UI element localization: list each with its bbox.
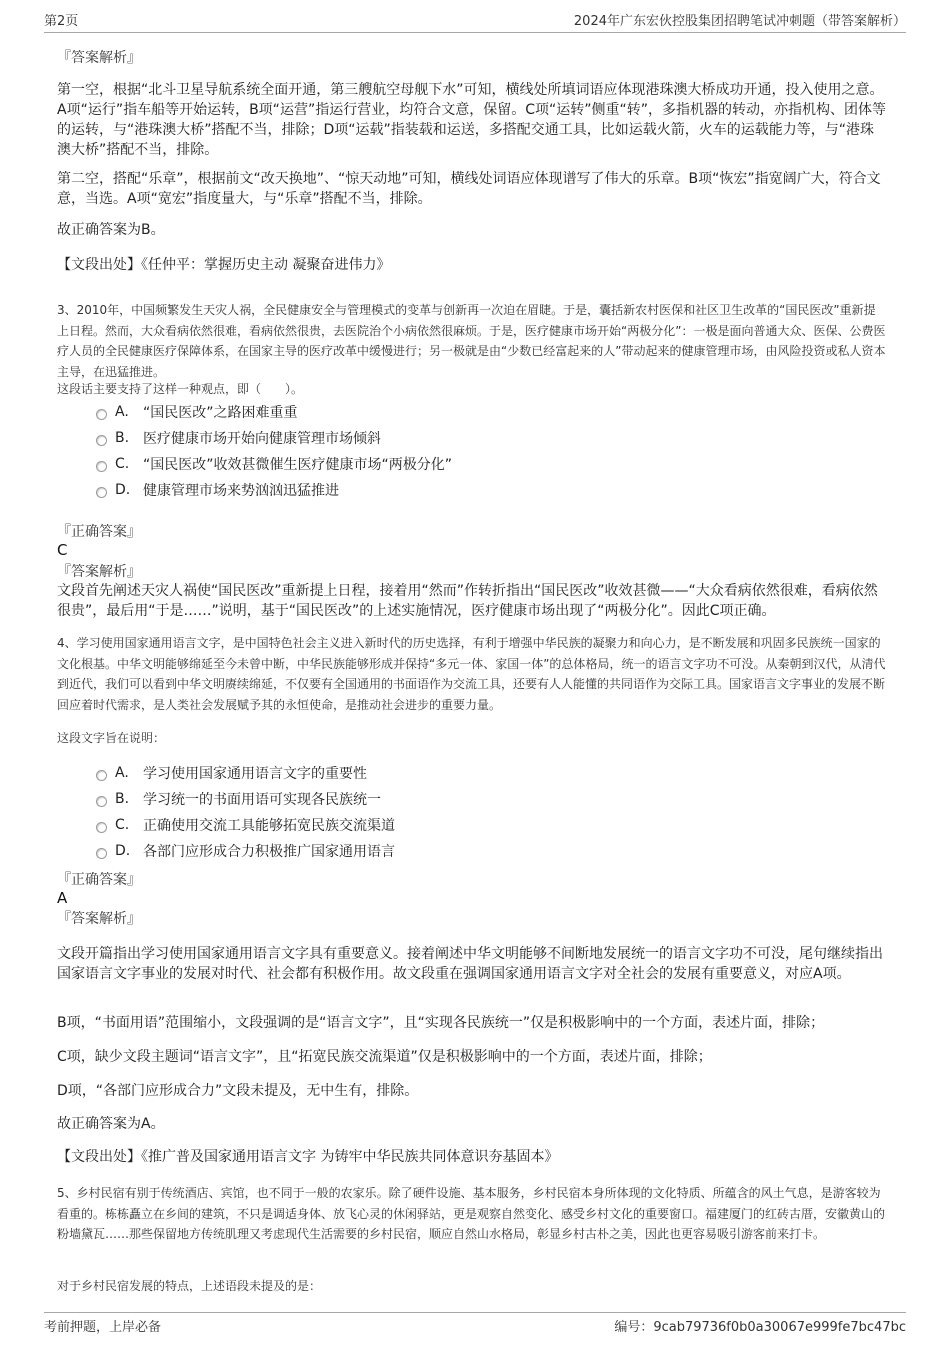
q5-question: 对于乡村民宿发展的特点，上述语段未提及的是： bbox=[57, 1279, 322, 1293]
q3-option-a[interactable]: A. “国民医改”之路困难重重 bbox=[96, 399, 452, 425]
q4-options bbox=[96, 760, 395, 864]
q2-analysis-para1: 第一空，根据“北斗卫星导航系统全面开通，第三艘航空母舰下水”可知，横线处所填词语应体现港珠澳大桥成功开通，投入使用之意。A项“运行”指车船等开始运转，B项“运营”指运行营业，均符合文意，保留。C项“运转”侧重“转”，多指机器的转动，亦指机构、团体等的运转，与“港珠澳大桥”搭配不当，排除；D项“运载”指装载和运送，多搭配交通工具，比如运载火箭，火车的运载能力等，与“港珠澳大桥”搭配不当，排除。 bbox=[57, 82, 886, 158]
radio-button-icon[interactable] bbox=[96, 848, 107, 859]
q4-option-b[interactable]: B. 学习统一的书面用语可实现各民族统一 bbox=[96, 786, 395, 812]
q4-conclusion: 故正确答案为A。 bbox=[57, 1116, 165, 1132]
q2-analysis-para2: 第二空，搭配“乐章”，根据前文“改天换地”、“惊天动地”可知，横线处词语应体现谱写了伟大的乐章。B项“恢宏”指宽阔广大，符合文意，当选。A项“宽宏”指度量大，与“乐章”搭配不当，排除。 bbox=[57, 171, 881, 207]
q3-answer-label: 『正确答案』 bbox=[57, 524, 141, 540]
q3-option-b[interactable]: B. 医疗健康市场开始向健康管理市场倾斜 bbox=[96, 425, 452, 451]
q4-analysis-b: B项，“书面用语”范围缩小，文段强调的是“语言文字”，且“实现各民族统一”仅是积极影响中的一个方面，表述片面，排除； bbox=[57, 1015, 825, 1031]
footer-slogan: 考前押题，上岸必备 bbox=[44, 1320, 162, 1335]
radio-button-icon[interactable] bbox=[96, 435, 107, 446]
q4-analysis-main: 文段开篇指出学习使用国家通用语言文字具有重要意义。接着阐述中华文明能够不间断地发展统一的语言文字功不可没，尾句继续指出国家语言文字事业的发展对时代、社会都有积极作用。故文段重在强调国家通用语言文字对全社会的发展有重要意义，对应A项。 bbox=[57, 946, 883, 982]
document-serial: 编号：9cab79736f0b0a30067e999fe7bc47bc bbox=[614, 1320, 906, 1335]
q3-answer: C bbox=[57, 541, 68, 559]
q2-analysis-label: 『答案解析』 bbox=[57, 50, 141, 66]
document-title: 2024年广东宏伙控股集团招聘笔试冲刺题（带答案解析） bbox=[573, 14, 906, 29]
q3-options bbox=[96, 399, 452, 503]
radio-button-icon[interactable] bbox=[96, 487, 107, 498]
q4-answer-label: 『正确答案』 bbox=[57, 872, 141, 888]
q4-option-c[interactable]: C. 正确使用交流工具能够拓宽民族交流渠道 bbox=[96, 812, 395, 838]
page-header bbox=[44, 10, 906, 33]
q3-stem: 3、2010年，中国频繁发生天灾人祸，全民健康安全与管理模式的变革与创新再一次迫在眉睫。于是，囊括新农村医保和社区卫生改革的“国民医改”重新提上日程。然而，大众看病依然很难，看病依然很贵，去医院治个小病依然很麻烦。于是，医疗健康市场开始“两极分化”：一极是面向普通大众、医保、公费医疗人员的全民健康医疗保障体系，在国家主导的医疗改革中缓慢进行；另一极就是由“少数已经富起来的人”带动起来的健康管理市场，由风险投资或私人资本主导，在迅猛推进。 bbox=[57, 303, 886, 379]
q4-stem: 4、学习使用国家通用语言文字，是中国特色社会主义进入新时代的历史选择，有利于增强中华民族的凝聚力和向心力，是不断发展和巩固多民族统一国家的文化根基。中华文明能够绵延至今未曾中断，中华民族能够形成并保持“多元一体、家国一体”的总体格局，统一的语言文字功不可没。从秦朝到汉代，从清代到近代，我们可以看到中华文明赓续绵延，不仅要有全国通用的书面语作为交流工具，还要有人人能懂的共同语作为交际工具。国家语言文字事业的发展不断回应着时代需求，是人类社会发展赋予其的永恒使命，是推动社会进步的重要力量。 bbox=[57, 636, 886, 712]
q2-source: 【文段出处】《任仲平：掌握历史主动 凝聚奋进伟力》 bbox=[57, 257, 391, 273]
q4-question: 这段文字旨在说明： bbox=[57, 731, 166, 745]
radio-button-icon[interactable] bbox=[96, 461, 107, 472]
q3-analysis: 文段首先阐述天灾人祸使“国民医改”重新提上日程，接着用“然而”作转折指出“国民医改”收效甚微——“大众看病依然很难，看病依然很贵”，最后用“于是……”说明，基于“国民医改”的上述实施情况，医疗健康市场出现了“两极分化”。因此C项正确。 bbox=[57, 583, 878, 619]
q3-analysis-label: 『答案解析』 bbox=[57, 564, 141, 580]
radio-button-icon[interactable] bbox=[96, 770, 107, 781]
q4-analysis-d: D项，“各部门应形成合力”文段未提及，无中生有，排除。 bbox=[57, 1083, 419, 1099]
page-number: 第2页 bbox=[44, 14, 79, 29]
q4-option-a[interactable]: A. 学习使用国家通用语言文字的重要性 bbox=[96, 760, 395, 786]
q4-source: 【文段出处】《推广普及国家通用语言文字 为铸牢中华民族共同体意识夯基固本》 bbox=[57, 1149, 559, 1165]
page-footer bbox=[44, 1312, 906, 1335]
q4-analysis-c: C项，缺少文段主题词“语言文字”，且“拓宽民族交流渠道”仅是积极影响中的一个方面，表述片面，排除； bbox=[57, 1049, 712, 1065]
q4-option-d[interactable]: D. 各部门应形成合力积极推广国家通用语言 bbox=[96, 838, 395, 864]
radio-button-icon[interactable] bbox=[96, 796, 107, 807]
q5-stem: 5、乡村民宿有别于传统酒店、宾馆，也不同于一般的农家乐。除了硬件设施、基本服务，乡村民宿本身所体现的文化特质、所蕴含的风土气息，是游客较为看重的。栋栋矗立在乡间的建筑，不只是调适身体、放飞心灵的休闲驿站，更是观察自然变化、感受乡村文化的重要窗口。福建厦门的红砖古厝，安徽黄山的粉墙黛瓦……那些保留地方传统肌理又考虑现代生活需要的乡村民宿，顺应自然山水格局，彰显乡村古朴之美，因此也更容易吸引游客前来打卡。 bbox=[57, 1186, 886, 1241]
q3-question: 这段话主要支持了这样一种观点，即（ ）。 bbox=[57, 382, 304, 396]
q2-conclusion: 故正确答案为B。 bbox=[57, 222, 165, 238]
radio-button-icon[interactable] bbox=[96, 409, 107, 420]
q4-analysis-label: 『答案解析』 bbox=[57, 911, 141, 927]
q3-option-d[interactable]: D. 健康管理市场来势汹汹迅猛推进 bbox=[96, 477, 452, 503]
q4-answer: A bbox=[57, 889, 68, 907]
radio-button-icon[interactable] bbox=[96, 822, 107, 833]
q3-option-c[interactable]: C. “国民医改”收效甚微催生医疗健康市场“两极分化” bbox=[96, 451, 452, 477]
